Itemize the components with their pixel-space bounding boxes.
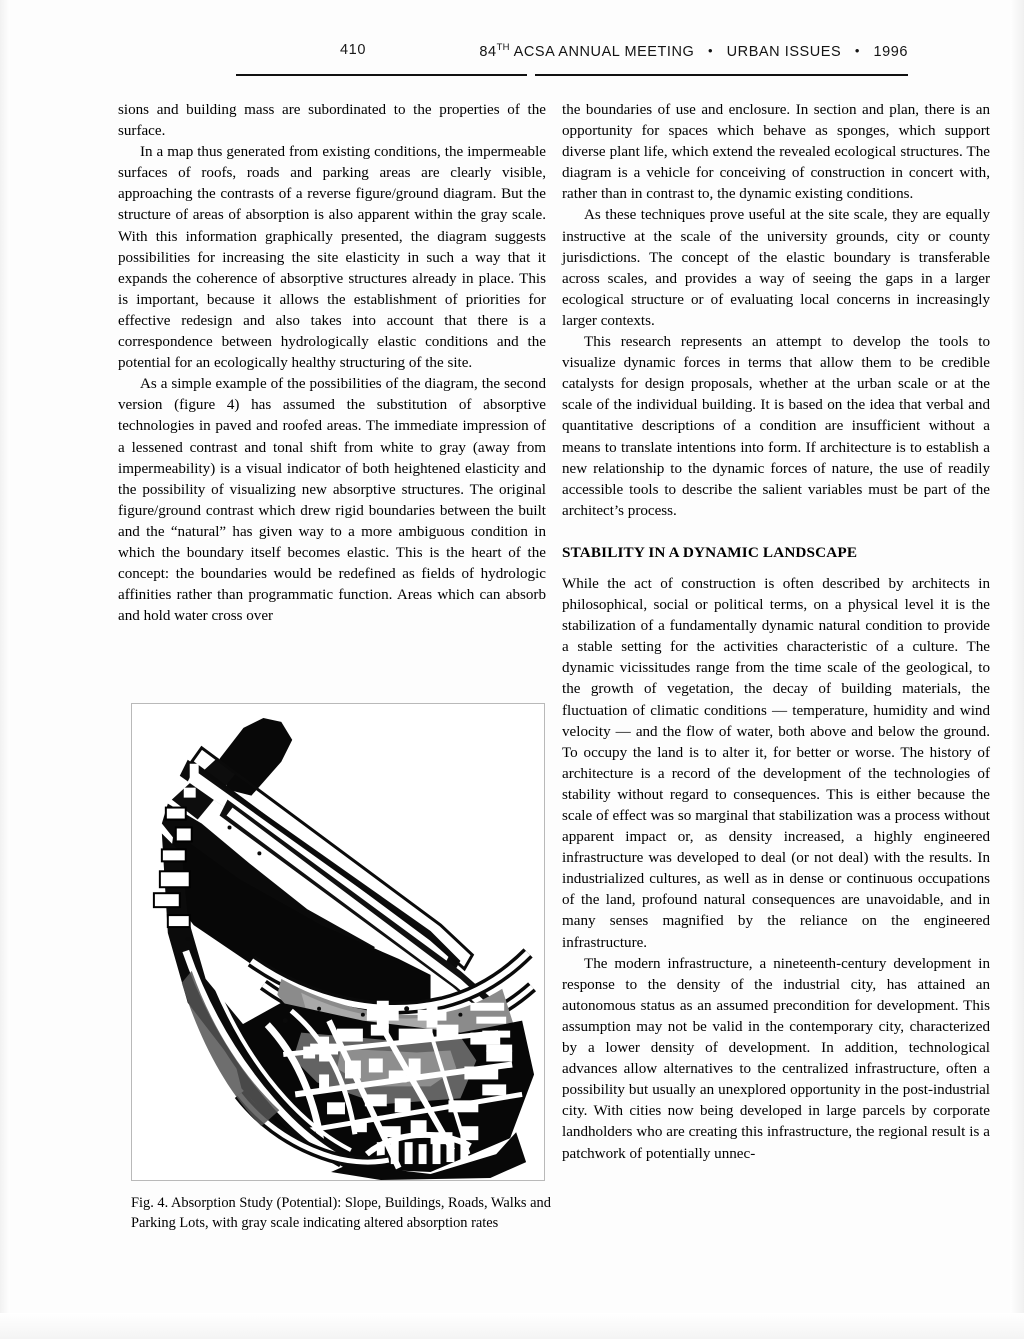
header-rule-right [535,74,908,76]
header-rules [118,74,908,77]
body-column-left [118,100,546,627]
topic-label: URBAN ISSUES [726,43,842,60]
figure-4 [131,703,545,1181]
meeting-ordinal-suffix: TH [496,42,510,53]
paragraph: sions and building mass are subordinated to the properties of the surface. [118,102,546,140]
separator-bullet-1: • [707,42,714,58]
running-head-right [479,42,908,60]
scan-edge-bottom [0,1313,1024,1339]
body-column-right [562,100,990,1165]
paragraph: In a map thus generated from existing conditions, the impermeable surfaces of roofs, roads and parking areas are clearly visible, approaching the contrasts of a reverse figure/ground diagram. But the structure of areas of absorption is also apparent within the gray scale. With this information graphically presented, the diagram suggests possibilities for increasing the site elasticity in such a way that it expands the coherence of absorptive structures already in place. This is important, because it allows the establishment of priorities for effective redesign and also takes into account that there is a correspondence between hydrologically elastic conditions and the potential for an ecologically healthy structuring of the site. [118,144,546,372]
figure-caption: Fig. 4. Absorption Study (Potential): Slope, Buildings, Roads, Walks and Parking Lots, with gray scale indicating altered absorption rates [131,1195,551,1231]
absorption-study-site-plan [132,704,544,1180]
paragraph: The modern infrastructure, a nineteenth-century development in response to the density of the industrial city, has attained an autonomous status as an assumed precondition for development. This assumption may not be valid in the contemporary city, characterized by a lower density of development. In addition, technological advances allow alternatives to the centralized infrastructure, often a possibility but usually an unexplored opportunity in the post-industrial city. With cities now being developed in large parcels by corporate landholders who are creating this infrastructure, the regional result is a patchwork of potentially unnec- [562,955,990,1162]
header-rule-left [236,74,527,76]
running-head [118,42,908,64]
page-number: 410 [340,42,366,58]
figure-frame [131,703,545,1181]
paragraph: This research represents an attempt to develop the tools to visualize dynamic forces in terms that allow them to be credible catalysts for design proposals, whether at the urban scale or at the scale of the individual building. It is based on the idea that verbal and quantitative descriptions of a condition are insufficient without a means to translate intentions into form. If architecture is to establish a new relationship to the dynamic forces of nature, the use of readily accessible tools to describe the salient variables must be part of the architect’s process. [562,334,990,519]
year-label: 1996 [873,43,908,60]
paragraph: As these techniques prove useful at the site scale, they are equally instructive at the scale of the university grounds, city or county jurisdictions. The concept of the elastic boundary is transferable across scales, and provides a way of seeing the gaps in a larger ecological structure or of evaluating local concerns in increasingly larger contexts. [562,207,990,329]
scan-edge-right [1010,0,1024,1339]
meeting-number: 84 [479,43,497,60]
paragraph: While the act of construction is often described by architects in philosophical, social or political terms, on a physical level it is the stabilization of a fundamentally dynamic natural condition to provide a stable setting for the activities characteristic of a culture. The dynamic vicissitudes range from the time scale of the geological, to the growth of vegetation, the decay of building materials, the fluctuation of climatic conditions — temperature, humidity and wind velocity — and the flow of water, both above and below the ground. To occupy the land is to alter it, for better or worse. The history of architecture is a record of the development of the technologies of stability without regard to consequences. This is either because the scale of effect was so marginal that stabilization was a process without apparent impact or, as density increased, a highly engineered infrastructure was developed to deal (or not deal) with the results. In industrialized cultures, as well as in dense or continuous occupations of the land, profound natural consequences are unavoidable, and in many senses magnified by the reliance on the engineered infrastructure. [562,575,990,951]
section-heading: STABILITY IN A DYNAMIC LANDSCAPE [562,543,858,561]
paragraph: the boundaries of use and enclosure. In section and plan, there is an opportunity for spaces which behave as sponges, which support diverse plant life, which extend the revealed ecological structures. The diagram is a vehicle for conceiving of construction in concert with, rather than in contrast to, the dynamic existing conditions. [562,102,990,203]
paragraph: As a simple example of the possibilities of the diagram, the second version (figure 4) has assumed the substitution of absorptive technologies in paved and roofed areas. The immediate impression of a lessened contrast and tonal shift from white to gray (away from impermeability) is a visual indicator of both heightened elasticity and the possibility of visualizing new absorptive structures. The original figure/ground contrast which drew rigid boundaries between the built and the “natural” has given way to a more ambiguous condition in which the boundary itself becomes elastic. This is the heart of the concept: the boundaries would be redefined as fields of hydrologic affinities rather than programmatic function. Areas which can absorb and hold water cross over [118,376,546,625]
scan-edge-left [0,0,10,1339]
separator-bullet-2: • [854,42,860,58]
meeting-title: ACSA ANNUAL MEETING [513,43,695,60]
